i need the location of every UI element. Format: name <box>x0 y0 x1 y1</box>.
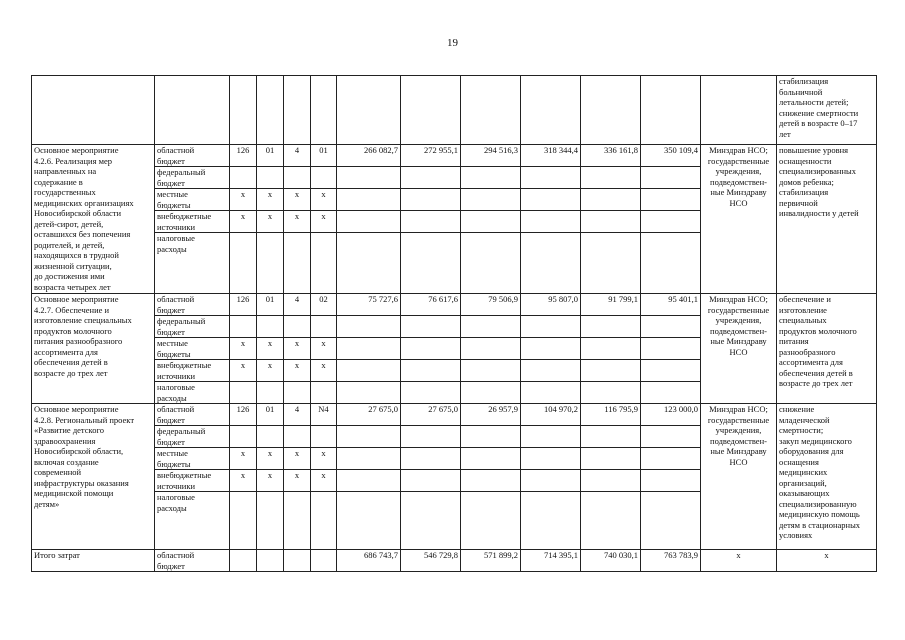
funding-source: федеральный бюджет <box>155 426 230 448</box>
value-cell <box>461 316 521 338</box>
value-cell <box>401 382 461 404</box>
value-cell <box>641 360 701 382</box>
value-cell <box>521 448 581 470</box>
value-cell <box>461 233 521 294</box>
code-cell: х <box>230 189 257 211</box>
funding-source: федеральный бюджет <box>155 167 230 189</box>
value-cell <box>581 316 641 338</box>
total-value: 686 743,7 <box>337 550 401 572</box>
code-cell <box>230 382 257 404</box>
total-value: 740 030,1 <box>581 550 641 572</box>
value-cell <box>581 426 641 448</box>
code-cell <box>284 167 311 189</box>
funding-source: внебюджетные источники <box>155 211 230 233</box>
value-cell <box>337 167 401 189</box>
value-cell: 318 344,4 <box>521 145 581 167</box>
value-cell: 272 955,1 <box>401 145 461 167</box>
code-cell: 4 <box>284 145 311 167</box>
code-cell: х <box>284 360 311 382</box>
code-cell: 01 <box>257 145 284 167</box>
value-cell <box>521 338 581 360</box>
value-cell <box>521 316 581 338</box>
value-cell <box>641 448 701 470</box>
value-cell <box>521 360 581 382</box>
code-cell <box>257 167 284 189</box>
code-cell: х <box>230 470 257 492</box>
value-cell <box>461 167 521 189</box>
code-cell: х <box>257 211 284 233</box>
value-cell <box>581 211 641 233</box>
funding-source: налоговые расходы <box>155 233 230 294</box>
total-row <box>32 550 877 572</box>
code-cell <box>257 550 284 572</box>
code-cell: х <box>257 448 284 470</box>
code-cell <box>311 382 337 404</box>
value-cell: 123 000,0 <box>641 404 701 426</box>
code-cell <box>230 167 257 189</box>
measure-name: Основное мероприятие 4.2.8. Региональный проект «Развитие детского здравоохранения Новосибирской области, включая создание современной инфраструктуры оказания медицинской помощи детям» <box>32 404 155 550</box>
value-cell <box>461 426 521 448</box>
value-cell <box>337 233 401 294</box>
total-value: 763 783,9 <box>641 550 701 572</box>
value-cell <box>641 382 701 404</box>
value-cell <box>401 316 461 338</box>
value-cell <box>401 448 461 470</box>
code-cell <box>284 492 311 550</box>
code-cell <box>311 233 337 294</box>
value-cell: 91 799,1 <box>581 294 641 316</box>
code-cell: х <box>230 338 257 360</box>
value-cell <box>641 189 701 211</box>
value-cell <box>581 448 641 470</box>
value-cell <box>337 360 401 382</box>
code-cell <box>257 233 284 294</box>
code-cell <box>257 426 284 448</box>
value-cell: 75 727,6 <box>337 294 401 316</box>
value-cell <box>401 360 461 382</box>
executor: Минздрав НСО; государственные учреждения, подведомствен- ные Минздраву НСО <box>701 294 777 404</box>
code-cell <box>230 426 257 448</box>
value-cell <box>581 233 641 294</box>
value-cell <box>581 382 641 404</box>
value-cell <box>461 470 521 492</box>
value-cell <box>581 492 641 550</box>
value-cell <box>461 189 521 211</box>
code-cell: х <box>311 338 337 360</box>
total-value: 571 899,2 <box>461 550 521 572</box>
code-cell <box>311 550 337 572</box>
code-cell <box>284 550 311 572</box>
measure-name: Основное мероприятие 4.2.7. Обеспечение и изготовление специальных продуктов молочного питания разнообразного ассортимента для обеспечения детей в возрасте до трех лет <box>32 294 155 404</box>
funding-source: местные бюджеты <box>155 448 230 470</box>
value-cell <box>641 470 701 492</box>
code-cell: х <box>284 189 311 211</box>
funding-source: налоговые расходы <box>155 382 230 404</box>
code-cell <box>311 426 337 448</box>
value-cell <box>521 167 581 189</box>
value-cell <box>461 360 521 382</box>
value-cell: 336 161,8 <box>581 145 641 167</box>
value-cell <box>461 448 521 470</box>
value-cell <box>401 211 461 233</box>
value-cell <box>641 211 701 233</box>
value-cell: 116 795,9 <box>581 404 641 426</box>
code-cell: х <box>230 211 257 233</box>
value-cell: 26 957,9 <box>461 404 521 426</box>
table-row <box>32 404 877 426</box>
total-label: Итого затрат <box>32 550 155 572</box>
value-cell <box>337 189 401 211</box>
code-cell: х <box>284 338 311 360</box>
continuation-row <box>32 76 877 145</box>
code-cell <box>230 492 257 550</box>
value-cell <box>337 338 401 360</box>
code-cell: х <box>284 448 311 470</box>
value-cell <box>641 492 701 550</box>
code-cell: х <box>311 211 337 233</box>
funding-source: областной бюджет <box>155 404 230 426</box>
code-cell: 01 <box>311 145 337 167</box>
value-cell <box>337 316 401 338</box>
value-cell <box>461 492 521 550</box>
value-cell: 95 807,0 <box>521 294 581 316</box>
value-cell <box>581 189 641 211</box>
funding-source: областной бюджет <box>155 145 230 167</box>
value-cell <box>521 233 581 294</box>
code-cell: х <box>311 189 337 211</box>
code-cell: 02 <box>311 294 337 316</box>
value-cell <box>521 211 581 233</box>
code-cell: х <box>311 448 337 470</box>
value-cell: 79 506,9 <box>461 294 521 316</box>
code-cell: х <box>311 470 337 492</box>
code-cell <box>257 492 284 550</box>
continuation-result: стабилизация больничной летальности детей; снижение смертности детей в возрасте 0–17 лет <box>777 76 877 145</box>
code-cell: 126 <box>230 145 257 167</box>
code-cell: 01 <box>257 294 284 316</box>
value-cell <box>461 382 521 404</box>
value-cell: 27 675,0 <box>401 404 461 426</box>
code-cell <box>230 316 257 338</box>
expected-result: обеспечение и изготовление специальных продуктов молочного питания разнообразного ассортимента для обеспечения детей в возрасте до трех лет <box>777 294 877 404</box>
measure-name: Основное мероприятие 4.2.6. Реализация мер направленных на содержание в государственных медицинских организациях Новосибирской области детей-сирот, детей, оставшихся без попечения родителей, и детей, находящихся в трудной жизненной ситуации, до достижения ими возраста четырех лет <box>32 145 155 294</box>
value-cell: 27 675,0 <box>337 404 401 426</box>
funding-source: внебюджетные источники <box>155 470 230 492</box>
value-cell <box>641 338 701 360</box>
value-cell <box>581 338 641 360</box>
code-cell: х <box>257 360 284 382</box>
value-cell <box>461 211 521 233</box>
table-row <box>32 294 877 316</box>
value-cell <box>641 316 701 338</box>
code-cell <box>311 167 337 189</box>
value-cell <box>581 167 641 189</box>
value-cell <box>401 338 461 360</box>
table-row <box>32 145 877 167</box>
value-cell <box>641 233 701 294</box>
value-cell <box>337 492 401 550</box>
expected-result: снижение младенческой смертности; закуп медицинского оборудования для оснащения медицинских организаций, оказывающих специализированную медицинскую помощь детям в стационарных условиях <box>777 404 877 550</box>
value-cell <box>521 189 581 211</box>
value-cell <box>337 426 401 448</box>
value-cell <box>401 233 461 294</box>
total-executor: х <box>701 550 777 572</box>
funding-source: областной бюджет <box>155 294 230 316</box>
code-cell: х <box>284 470 311 492</box>
code-cell: х <box>230 448 257 470</box>
value-cell <box>401 189 461 211</box>
executor: Минздрав НСО; государственные учреждения, подведомствен- ные Минздраву НСО <box>701 145 777 294</box>
value-cell <box>461 338 521 360</box>
code-cell: 126 <box>230 404 257 426</box>
value-cell: 294 516,3 <box>461 145 521 167</box>
code-cell: х <box>284 211 311 233</box>
value-cell <box>401 426 461 448</box>
funding-source: федеральный бюджет <box>155 316 230 338</box>
total-value: 546 729,8 <box>401 550 461 572</box>
value-cell: 95 401,1 <box>641 294 701 316</box>
code-cell <box>284 426 311 448</box>
code-cell: 4 <box>284 294 311 316</box>
total-value: 714 395,1 <box>521 550 581 572</box>
value-cell <box>581 360 641 382</box>
total-result: х <box>777 550 877 572</box>
value-cell <box>521 426 581 448</box>
page-number: 19 <box>447 37 458 49</box>
budget-table <box>31 75 877 572</box>
value-cell <box>337 470 401 492</box>
value-cell <box>521 382 581 404</box>
code-cell: х <box>257 189 284 211</box>
value-cell <box>641 167 701 189</box>
value-cell <box>581 470 641 492</box>
value-cell: 266 082,7 <box>337 145 401 167</box>
code-cell <box>284 316 311 338</box>
value-cell: 350 109,4 <box>641 145 701 167</box>
expected-result: повышение уровня оснащенности специализированных домов ребенка; стабилизация первичной инвалидности у детей <box>777 145 877 294</box>
value-cell <box>337 382 401 404</box>
funding-source: налоговые расходы <box>155 492 230 550</box>
value-cell <box>337 448 401 470</box>
value-cell <box>401 167 461 189</box>
code-cell: 4 <box>284 404 311 426</box>
code-cell <box>311 316 337 338</box>
value-cell <box>401 470 461 492</box>
value-cell: 76 617,6 <box>401 294 461 316</box>
funding-source: местные бюджеты <box>155 189 230 211</box>
code-cell: N4 <box>311 404 337 426</box>
funding-source: местные бюджеты <box>155 338 230 360</box>
value-cell: 104 970,2 <box>521 404 581 426</box>
code-cell: 01 <box>257 404 284 426</box>
code-cell <box>284 233 311 294</box>
value-cell <box>641 426 701 448</box>
value-cell <box>337 211 401 233</box>
code-cell <box>257 382 284 404</box>
code-cell: х <box>230 360 257 382</box>
code-cell <box>230 233 257 294</box>
code-cell: х <box>257 338 284 360</box>
executor: Минздрав НСО; государственные учреждения, подведомствен- ные Минздраву НСО <box>701 404 777 550</box>
value-cell <box>521 470 581 492</box>
code-cell: х <box>257 470 284 492</box>
code-cell <box>311 492 337 550</box>
value-cell <box>401 492 461 550</box>
value-cell <box>521 492 581 550</box>
funding-source: внебюджетные источники <box>155 360 230 382</box>
code-cell: 126 <box>230 294 257 316</box>
code-cell <box>284 382 311 404</box>
code-cell <box>230 550 257 572</box>
total-source: областной бюджет <box>155 550 230 572</box>
code-cell: х <box>311 360 337 382</box>
code-cell <box>257 316 284 338</box>
